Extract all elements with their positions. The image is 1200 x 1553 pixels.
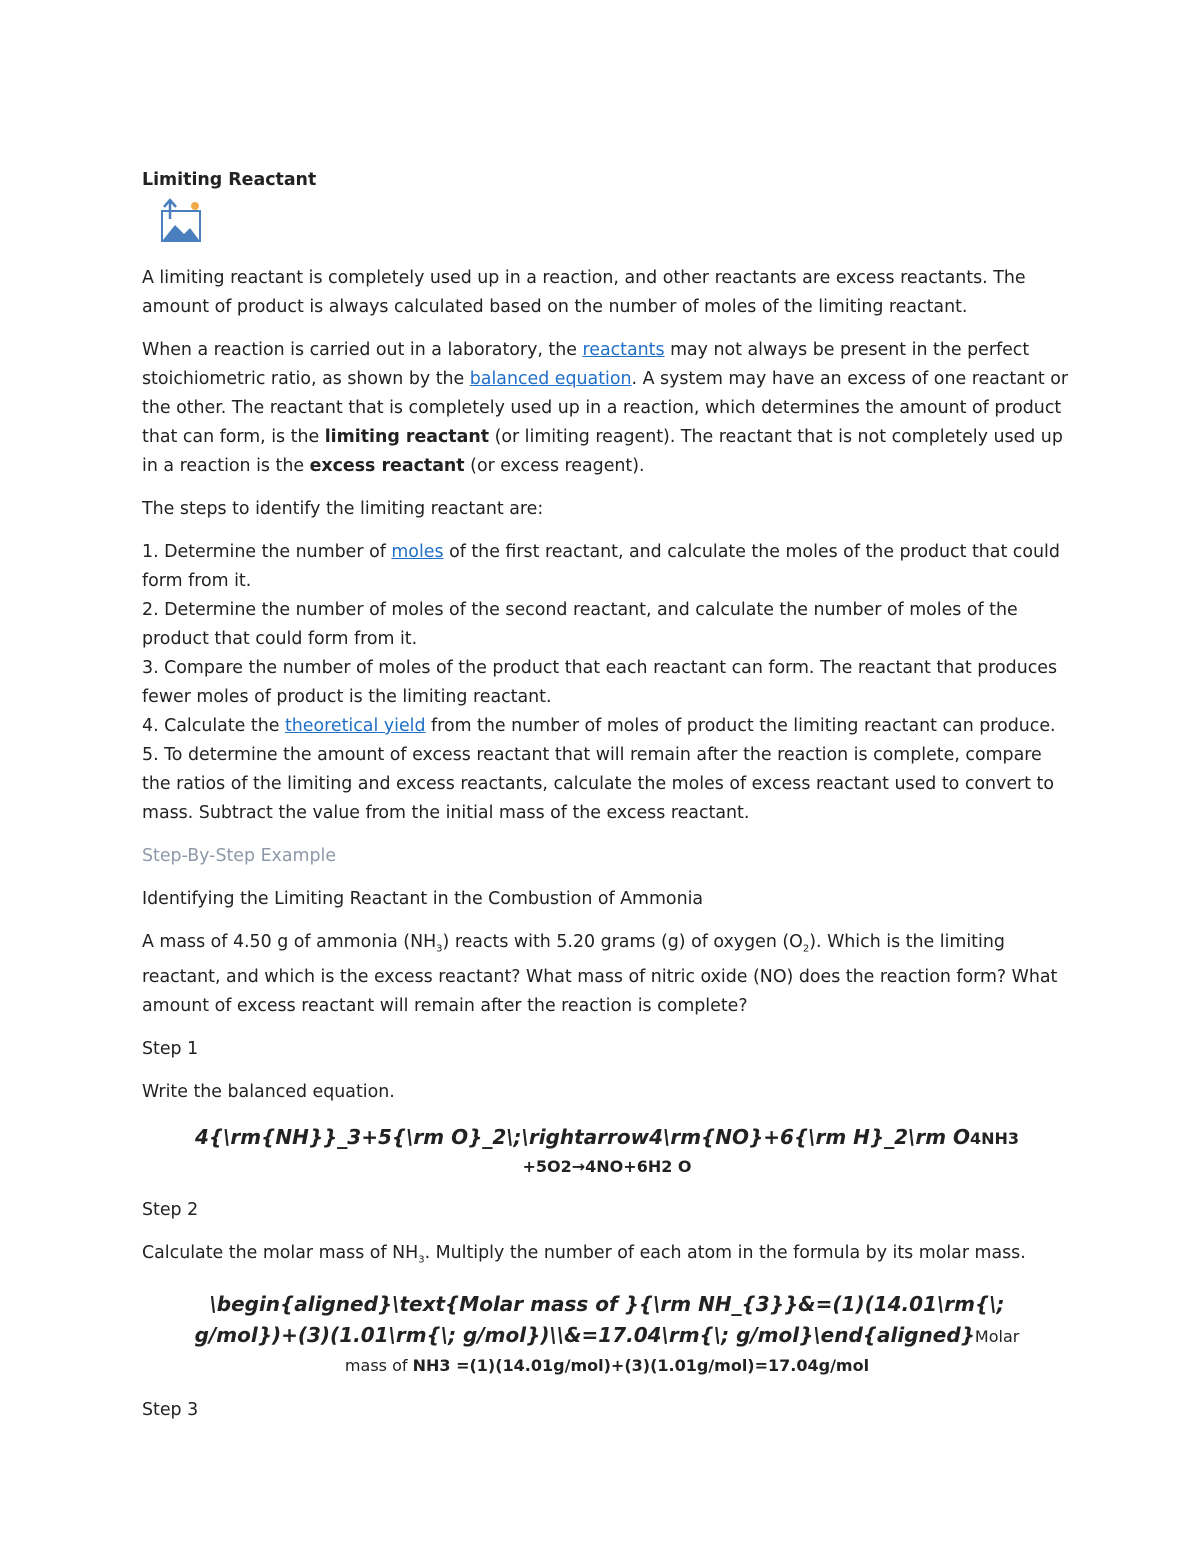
balanced-equation-plain: +5O2→4NO+6H2 O (522, 1157, 692, 1177)
excess-reactant-term: excess reactant (309, 456, 465, 476)
list-item: 3. Compare the number of moles of the product that each reactant can form. The reactant that produces fewer moles of product is the limiting reactant. (142, 658, 1058, 707)
example-title: Identifying the Limiting Reactant in the Combustion of Ammonia (142, 889, 704, 909)
balanced-equation-link[interactable]: balanced equation (469, 369, 632, 389)
intro-paragraph: A limiting reactant is completely used up in a reaction, and other reactants are excess reactants. The amount of product is always calculated based on the number of moles of the limiting reactant. (142, 268, 1026, 317)
molar-mass-plain: mass of NH3 =(1)(14.01g/mol)+(3)(1.01g/mol)=17.04g/mol (344, 1355, 870, 1375)
image-upload-icon[interactable] (160, 197, 210, 247)
balanced-equation: 4{\rm{NH}}_3+5{\rm O}_2\;\rightarrow4\rm{NO}+6{\rm H}_2\rm O4NH3 (194, 1125, 1020, 1150)
steps-list (142, 538, 1072, 828)
molar-mass-equation: \begin{aligned}\text{Molar mass of }{\rm NH_{3}}&=(1)(14.01\rm{\; (209, 1291, 1005, 1316)
step2-text: Calculate the molar mass of $NH_3$. Multiply the number of each atom in the formula by its molar mass. (142, 1243, 1026, 1266)
page-title: Limiting Reactant (142, 170, 317, 190)
list-item: 4. Calculate the theoretical yield from the number of moles of product the limiting reactant can produce. (142, 716, 1056, 736)
reactants-link[interactable]: reactants (582, 340, 665, 360)
step1-text: Write the balanced equation. (142, 1082, 395, 1103)
step3-label: Step 3 (142, 1399, 199, 1420)
list-item: 1. Determine the number of moles of the first reactant, and calculate the moles of the product that could form from it. (142, 542, 1060, 591)
theoretical-yield-link[interactable]: theoretical yield (284, 716, 426, 736)
step2-label: Step 2 (142, 1200, 199, 1221)
moles-link[interactable]: moles (391, 542, 444, 562)
example-heading: Step-By-Step Example (142, 846, 337, 866)
steps-intro: The steps to identify the limiting reactant are: (142, 499, 544, 519)
list-item: 5. To determine the amount of excess reactant that will remain after the reaction is complete, compare the ratios of the limiting and excess reactants, calculate the moles of excess reactant used to convert to mass. Subtract the value from the initial mass of the excess reactant. (142, 745, 1054, 823)
document-page (142, 166, 1072, 1425)
list-item: 2. Determine the number of moles of the second reactant, and calculate the number of moles of the product that could form from it. (142, 600, 1018, 649)
step1-label: Step 1 (142, 1039, 199, 1060)
limiting-reactant-term: limiting reactant (324, 427, 490, 447)
explanation-paragraph: When a reaction is carried out in a laboratory, the reactants may not always be present in the perfect stoichiometric ratio, as shown by the balanced equation. A system may have an excess of one reactant or the other. The reactant that is completely used up in a reaction, which determines the amount of product that can form, is the limiting reactant (or limiting reagent). The reactant that is not completely used up in a reaction is the excess reactant (or excess reagent). (142, 340, 1069, 476)
problem-paragraph: A mass of 4.50 g of ammonia $(NH_3)$ reacts with 5.20 grams (g) of oxygen $(O_2)$. Which is the limiting reactant, and which is the excess reactant? What mass of nitric oxide (NO) does the reaction form? What amount of excess reactant will remain after the reaction is complete? (142, 932, 1058, 1017)
molar-mass-equation-cont: g/mol})+(3)(1.01\rm{\; g/mol})\\&=17.04\rm{\; g/mol}\end{aligned}Molar (194, 1322, 1020, 1347)
